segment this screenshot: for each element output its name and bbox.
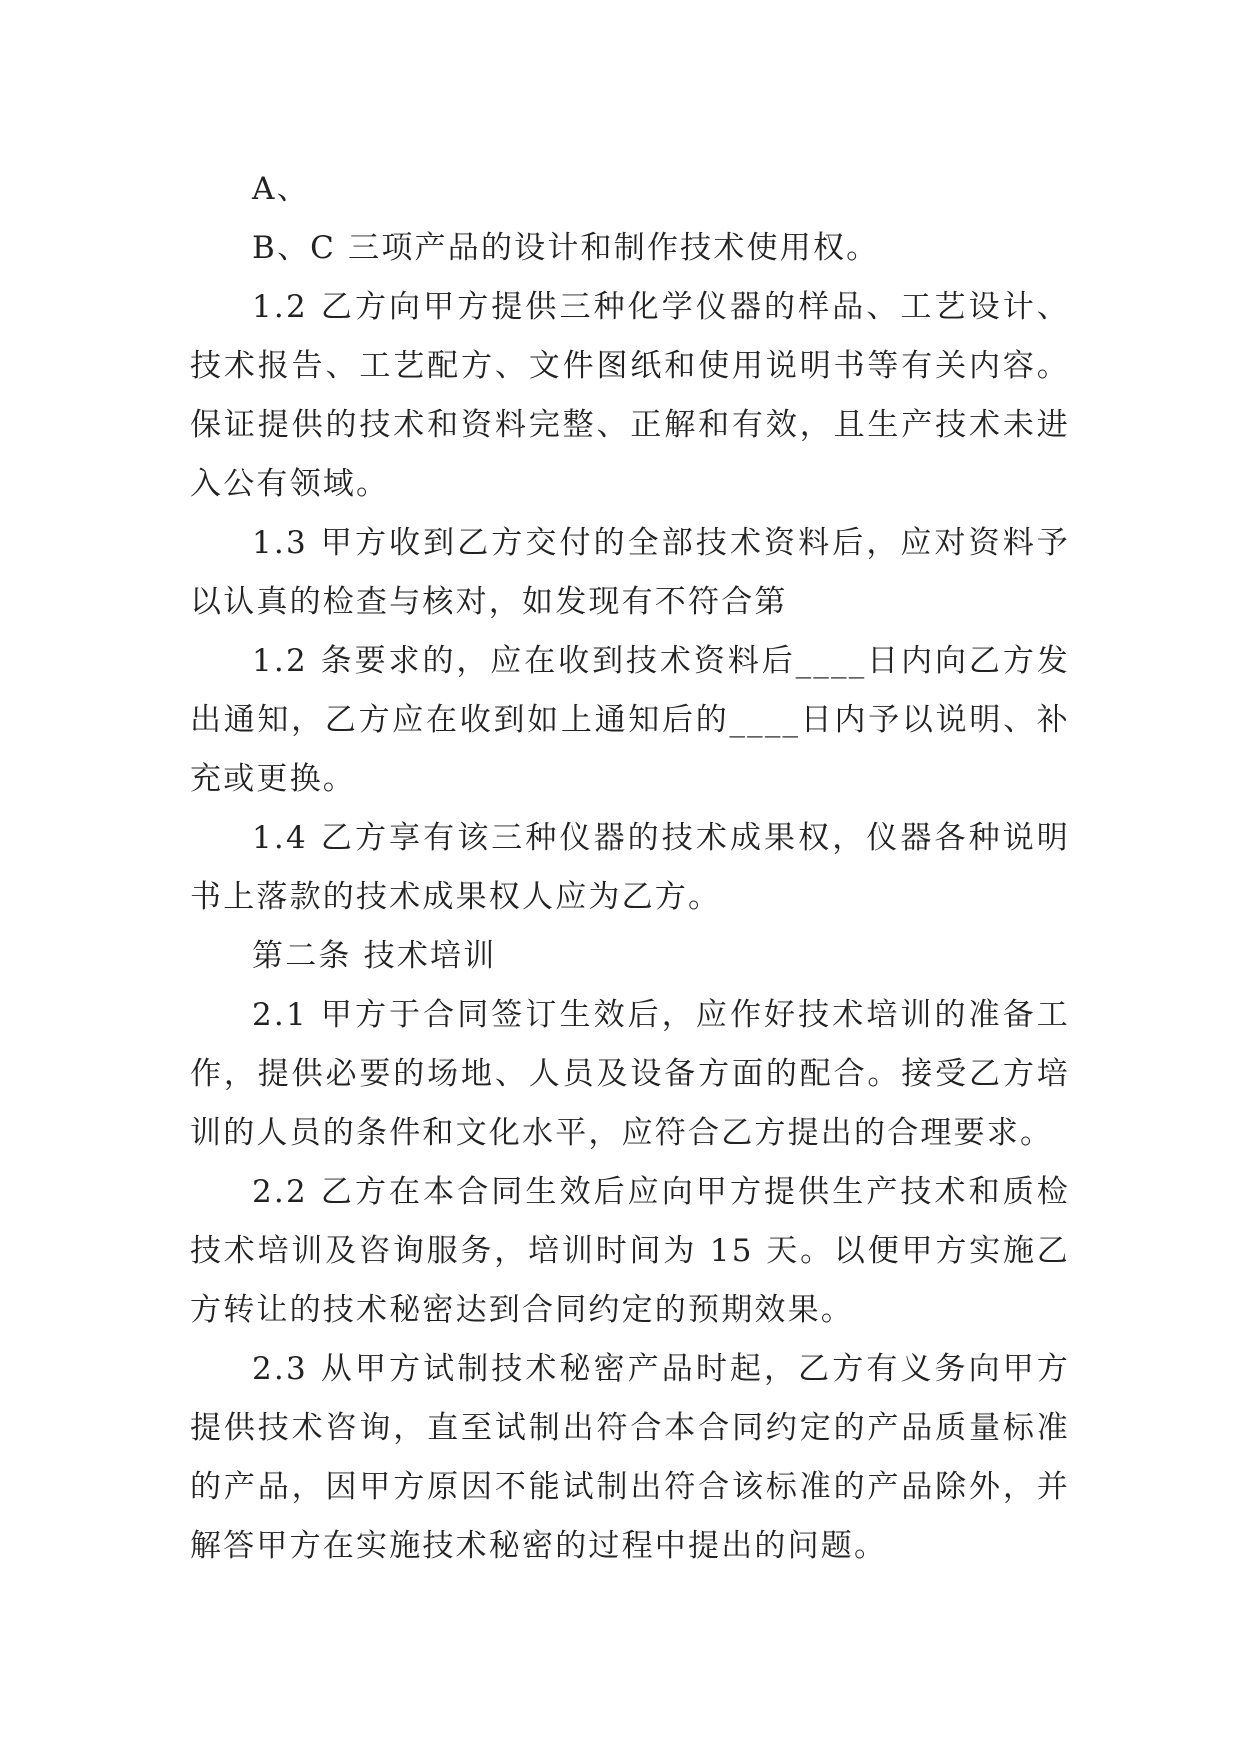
paragraph: 2.3 从甲方试制技术秘密产品时起，乙方有义务向甲方提供技术咨询，直至试制出符合本合同约定的产品质量标准的产品，因甲方原因不能试制出符合该标准的产品除外，并解答甲方在实施技术秘密的过程中提出的问题。 (190, 1351, 1070, 1564)
paragraph: 1.3 甲方收到乙方交付的全部技术资料后，应对资料予以认真的检查与核对，如发现有不符合第 (190, 525, 1070, 620)
paragraph: 1.4 乙方享有该三种仪器的技术成果权，仪器各种说明书上落款的技术成果权人应为乙方。 (190, 820, 1070, 915)
document-body (190, 160, 1070, 1576)
paragraph: 1.2 乙方向甲方提供三种化学仪器的样品、工艺设计、技术报告、工艺配方、文件图纸和使用说明书等有关内容。保证提供的技术和资料完整、正解和有效，且生产技术未进入公有领域。 (190, 289, 1070, 502)
paragraph: 2.2 乙方在本合同生效后应向甲方提供生产技术和质检技术培训及咨询服务，培训时间为 15 天。以便甲方实施乙方转让的技术秘密达到合同约定的预期效果。 (190, 1174, 1070, 1328)
paragraph: A、 (252, 171, 310, 207)
paragraph: 1.2 条要求的，应在收到技术资料后____日内向乙方发出通知，乙方应在收到如上通知后的____日内予以说明、补充或更换。 (190, 643, 1070, 797)
section-heading: 第二条 技术培训 (252, 938, 497, 974)
paragraph: B、C 三项产品的设计和制作技术使用权。 (252, 230, 880, 266)
paragraph: 2.1 甲方于合同签订生效后，应作好技术培训的准备工作，提供必要的场地、人员及设备方面的配合。接受乙方培训的人员的条件和文化水平，应符合乙方提出的合理要求。 (190, 997, 1070, 1151)
